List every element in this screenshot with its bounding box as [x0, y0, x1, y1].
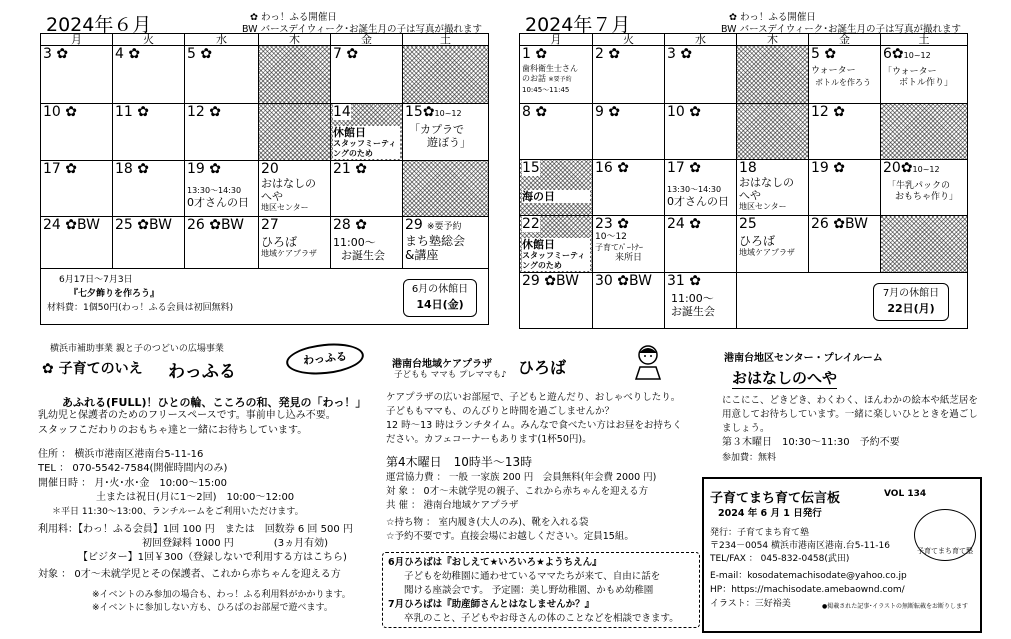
wafuru-fee-1: 利用料：【わっ！ふる会員】1回 100 円 または 回数券 6 回 500 円	[38, 524, 353, 535]
day-cell-closed	[881, 216, 968, 273]
weekday: 水	[665, 34, 737, 46]
day-cell: 3 ✿	[41, 46, 113, 104]
hiroba-target: 対 象 ： 0才～未就学児の親子、これから赤ちゃんを迎える方	[386, 486, 649, 497]
day-cell: 5 ✿	[185, 46, 259, 104]
june-footer: 6月17日～7月3日 『七夕飾りを作ろう』 材料費：1個50円(わっ！ふる会員は初回無料) 6月の休館日 14日(金)	[41, 269, 489, 325]
day-cell: 24 ✿	[665, 216, 737, 273]
june-title: 2024年６月	[46, 14, 152, 36]
dengon-homepage: HP：https://machisodate.amebaownd.com/	[710, 585, 905, 595]
hiroba-event-june: 6月ひろばは『おしえて★いろいろ★ようちえん』	[388, 557, 602, 568]
june-grid	[40, 33, 489, 325]
dengon-vol: VOL 134	[884, 489, 927, 499]
day-cell-closed: 22 休館日 スタッフミーティングのため	[520, 216, 593, 273]
hiroba-desc-1: ケアプラザの広いお部屋で、子どもと遊んだり、おしゃべりしたり。	[386, 392, 681, 403]
wafuru-desc-2: スタッフこだわりのおもちゃ達と一緒にお待ちしています。	[38, 425, 308, 436]
weekday: 火	[113, 34, 185, 46]
wafuru-logo: わっふる	[285, 340, 366, 378]
hiroba-desc-3: 12 時～13 時はランチタイム。みんなで食べたい方はお昼をお持ちく	[386, 420, 682, 431]
hiroba-event-july: 7月ひろばは『助産師さんとはなしませんか？』	[388, 599, 595, 610]
wafuru-hours-2: 土または祝日(月に1～2回) 10:00～12:00	[96, 492, 295, 503]
day-cell: 29 ✿BW	[520, 273, 593, 329]
day-cell: 26 ✿BW	[809, 216, 881, 273]
day-cell-closed	[403, 161, 489, 217]
day-cell: 20 おはなしの へや 地区センター	[259, 161, 331, 217]
july-legend-bw: BW バースデイウィーク･お誕生月の子は写真が撮れます	[721, 24, 961, 35]
ohanashi-desc-1: にこにこ、どきどき、わくわく、ほんわかの絵本や紙芝居を	[722, 395, 978, 406]
day-cell: 12 ✿	[809, 104, 881, 160]
hiroba-event-july-desc: 卒乳のこと、子どもやお母さんの体のことなどを相談できます。	[404, 613, 679, 624]
dengon-title: 子育てまち育て伝言板	[710, 491, 841, 506]
wafuru-org: 横浜市補助事業 親と子のつどいの広場事業	[50, 344, 224, 354]
wafuru-hours-1: 開催日時 ： 月･火･水･金 10:00～15:00	[38, 478, 227, 489]
hiroba-event-june-desc-1: 子どもを幼稚園に通わせているママたちが来て、自由に話を	[404, 571, 661, 582]
weekday: 土	[403, 34, 489, 46]
day-cell: 31 ✿ 11:00～ お誕生会	[665, 273, 737, 329]
day-cell: 30 ✿BW	[593, 273, 665, 329]
hiroba-fee: 運営協力費 ： 一般 一家族 200 円 会員無料(年会費 2000 円)	[386, 472, 657, 483]
day-cell: 26 ✿BW	[185, 217, 259, 269]
day-cell: 27 ひろば 地域ケアプラザ	[259, 217, 331, 269]
hiroba-host: 共 催 ： 港南台地域ケアプラザ	[386, 500, 519, 511]
wafuru-tel: TEL ： 070-5542-7584(開催時間内のみ)	[38, 463, 228, 474]
day-cell: 25 ✿BW	[113, 217, 185, 269]
day-cell: 28 ✿ 11:00～ お誕生会	[331, 217, 403, 269]
day-cell: 19 ✿	[809, 160, 881, 216]
wafuru-title: わっふる	[168, 362, 236, 382]
june-calendar	[40, 6, 488, 331]
day-cell: 25 ひろば 地域ケアプラザ	[737, 216, 809, 273]
dengon-date: 2024 年 6 月 1 日発行	[718, 508, 822, 519]
day-cell: 20✿10~12 「牛乳パックの おもちゃ作り」	[881, 160, 968, 216]
dengon-email: E-mail：kosodatemachisodate@yahoo.co.jp	[710, 571, 907, 581]
wafuru-address: 住所 ： 横浜市港南区港南台5-11-16	[38, 449, 204, 460]
ohanashi-title: おはなしのへや	[732, 369, 838, 387]
day-cell: 10 ✿	[665, 104, 737, 160]
wafuru-fee-2: 初回登録料 1000 円 (3ヵ月有効)	[142, 538, 328, 549]
weekday: 金	[331, 34, 403, 46]
wafuru-desc-1: 乳幼児と保護者のためのフリースペースです。事前申し込み不要。	[38, 410, 336, 421]
wafuru-note-1: ※イベントのみ参加の場合も、わっ！ふる利用料がかかります。	[92, 590, 351, 600]
day-cell: 11 ✿	[113, 104, 185, 161]
ohanashi-desc-3: ましょう。	[722, 423, 770, 434]
day-cell: 18 ✿	[113, 161, 185, 217]
weekday: 火	[593, 34, 665, 46]
day-cell: 15✿10~12 「カプラで 遊ぼう」	[403, 104, 489, 161]
day-cell: 7 ✿	[331, 46, 403, 104]
day-cell: 2 ✿	[593, 46, 665, 104]
hiroba-reserve: ☆予約不要です。直接会場にお越しください。定員15組。	[386, 531, 634, 542]
hiroba-desc-4: ださい。カフェコーナーもあります(1杯50円)。	[386, 434, 592, 445]
day-cell: 9 ✿	[593, 104, 665, 160]
july-calendar	[519, 6, 967, 331]
day-cell: 3 ✿	[665, 46, 737, 104]
wafuru-fee-3: 【ビジター】1回￥300（登録しないで利用する方はこちら)	[78, 552, 347, 563]
day-cell: 29 ※要予約 まち塾総会 &講座	[403, 217, 489, 269]
day-cell-closed	[259, 46, 331, 104]
weekday: 木	[737, 34, 809, 46]
day-cell: 10 ✿	[41, 104, 113, 161]
day-cell-closed	[403, 46, 489, 104]
june-closed-box: 6月の休館日 14日(金)	[403, 279, 477, 317]
dengon-logo: 子育てまち育て塾	[914, 509, 976, 561]
day-cell: 8 ✿	[520, 104, 593, 160]
child-illustration-icon	[630, 343, 666, 383]
day-cell-closed	[881, 104, 968, 160]
wafuru-note-2: ※イベントに参加しない方も、ひろばのお部屋で遊べます。	[92, 603, 333, 613]
day-cell-closed	[737, 104, 809, 160]
dengon-address: 〒234－0054 横浜市港南区港南.台5-11-16	[710, 541, 890, 551]
dengon-board	[702, 477, 982, 633]
weekday: 月	[41, 34, 113, 46]
wafuru-hours-3: ＊平日 11:30～13:00、ランチルームをご利用いただけます。	[52, 507, 304, 517]
day-cell: 19 ✿ 13:30～14:30 0才さんの日	[185, 161, 259, 217]
july-closed-box: 7月の休館日 22日(月)	[873, 283, 949, 321]
wafuru-lead: あふれる(FULL)！ひとの輪、こころの和、発見の「わっ！」	[62, 396, 367, 409]
june-legend-flower: ✿ わっ！ふる開催日	[250, 12, 337, 23]
dengon-illustrator: イラスト：三好裕美	[710, 599, 791, 609]
hiroba-event-june-desc-2: 聞ける座談会です。 予定園：美し野幼稚園、かもめ幼稚園	[404, 585, 654, 596]
day-cell-closed	[737, 46, 809, 104]
weekday: 土	[881, 34, 968, 46]
hiroba-bring: ☆持ち物 ： 室内履き(大人のみ)、靴を入れる袋	[386, 517, 589, 528]
june-legend-bw: BW バースデイウィーク･お誕生月の子は写真が撮れます	[242, 24, 482, 35]
july-footer	[737, 273, 968, 329]
hiroba-tagline: 子どもも ママも プレママも♪	[394, 370, 507, 380]
day-cell: 23 ✿ 10～12 子育てﾊﾟｰﾄﾅｰ 来所日	[593, 216, 665, 273]
day-cell: 17 ✿ 13:30～14:30 0才さんの日	[665, 160, 737, 216]
day-cell: 17 ✿	[41, 161, 113, 217]
day-cell-closed: 15 海の日	[520, 160, 593, 216]
hiroba-title: ひろば	[518, 358, 567, 377]
day-cell-closed	[259, 104, 331, 161]
ohanashi-schedule: 第３木曜日 10:30～11:30 予約不要	[722, 437, 900, 448]
ohanashi-org: 港南台地区センター・プレイルーム	[724, 353, 883, 364]
ohanashi-fee: 参加費：無料	[722, 453, 777, 463]
day-cell: 21 ✿	[331, 161, 403, 217]
day-cell: 5 ✿ ウォーター ボトルを作ろう	[809, 46, 881, 104]
day-cell: 16 ✿	[593, 160, 665, 216]
day-cell: 1 ✿ 歯科衛生士さん のお話 ※要予約 10:45～11:45	[520, 46, 593, 104]
hiroba-desc-2: 子どももママも、のんびりと時間を過ごしませんか？	[386, 406, 615, 417]
wafuru-title-prefix: ✿ 子育てのいえ	[42, 361, 143, 377]
day-cell: 6✿10~12 「ウォーター ボトル作り」	[881, 46, 968, 104]
july-grid	[519, 33, 968, 329]
july-title: 2024年７月	[525, 14, 631, 36]
hiroba-section	[380, 343, 710, 635]
july-legend-flower: ✿ わっ！ふる開催日	[729, 12, 816, 23]
dengon-publisher: 発行：子育てまち育て塾	[710, 528, 810, 538]
day-cell-closed: 14 休館日 スタッフミーティングのため	[331, 104, 403, 161]
dengon-tel: TEL/FAX ： 045-832-0458(武田)	[710, 554, 850, 564]
weekday: 木	[259, 34, 331, 46]
weekday: 月	[520, 34, 593, 46]
wafuru-section	[38, 343, 378, 635]
hiroba-schedule: 第4木曜日 10時半～13時	[386, 455, 533, 469]
day-cell: 4 ✿	[113, 46, 185, 104]
ohanashi-desc-2: 用意してお待ちしています。一緒に楽しいひとときを過ごし	[722, 409, 978, 420]
dengon-copyright: ●掲載された記事･イラストの無断転載をお断りします	[822, 603, 969, 610]
weekday: 金	[809, 34, 881, 46]
day-cell: 12 ✿	[185, 104, 259, 161]
weekday: 水	[185, 34, 259, 46]
wafuru-target: 対象 ： 0才～未就学児とその保護者、これから赤ちゃんを迎える方	[38, 569, 341, 580]
ohanashi-section	[718, 343, 1008, 473]
day-cell: 18 おはなしの へや 地区センター	[737, 160, 809, 216]
day-cell: 24 ✿BW	[41, 217, 113, 269]
hiroba-org: 港南台地域ケアプラザ	[392, 359, 492, 370]
